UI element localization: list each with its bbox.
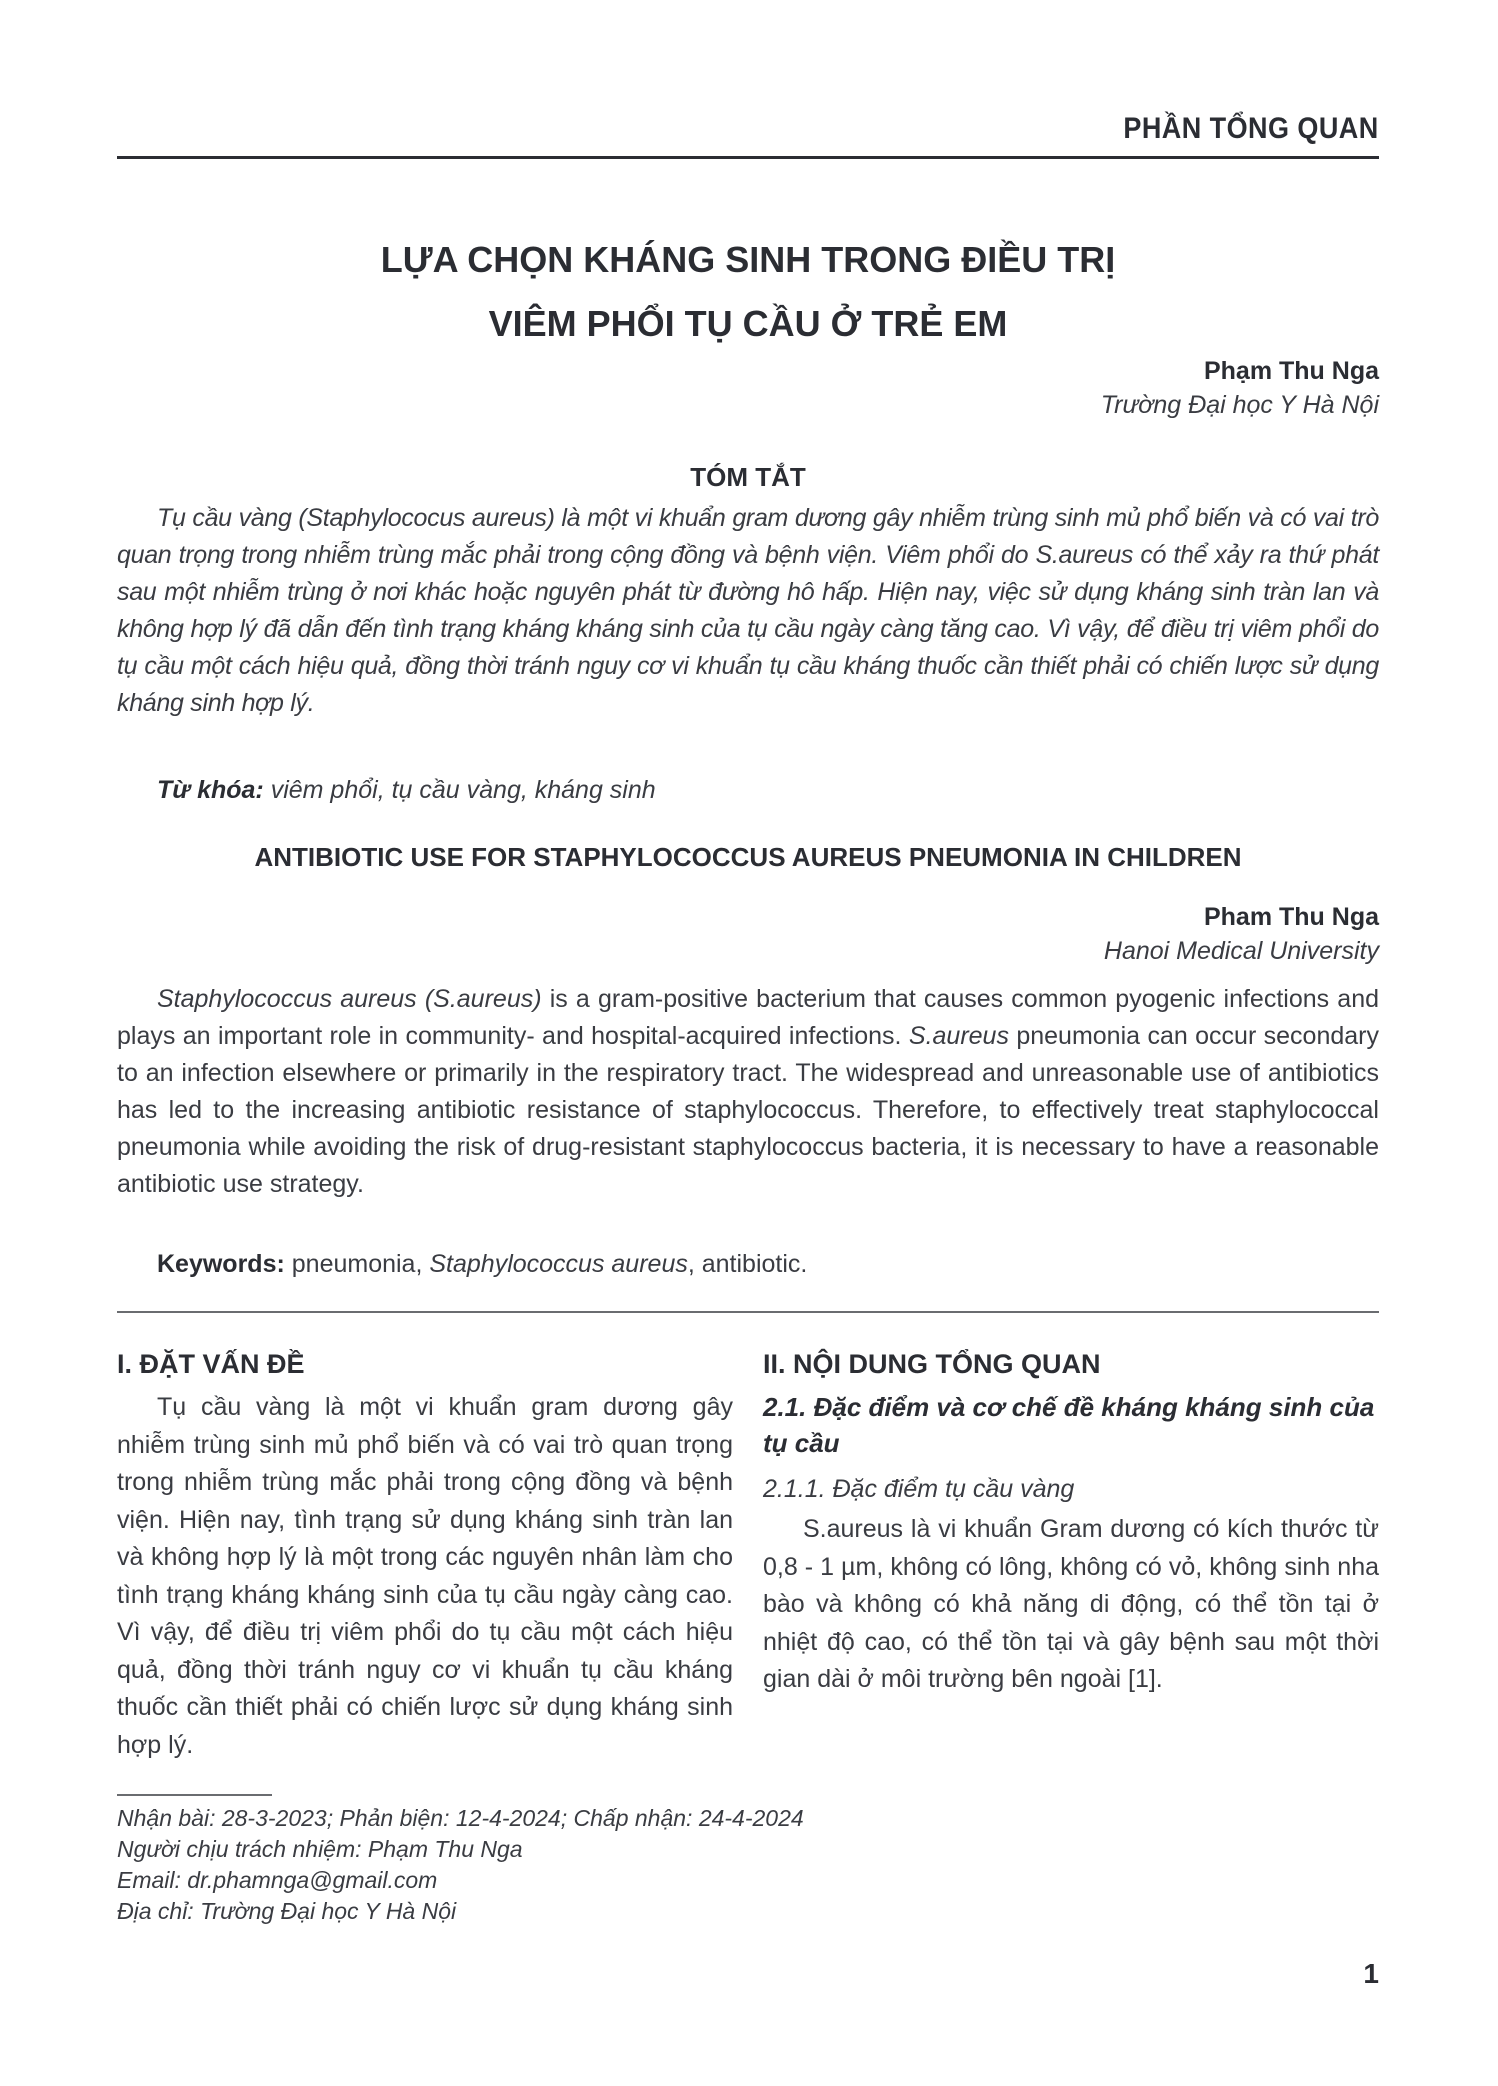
- abstract-en-text: [117, 981, 1379, 1203]
- keywords-en: [157, 1246, 807, 1283]
- abstract-vi: [117, 500, 1379, 722]
- section-2-1-1-text: S.aureus là vi khuẩn Gram dương có kích thước từ 0,8 - 1 µm, không có lông, không có vỏ, không sinh nha bào và không có khả năng di động, có thể tồn tại ở nhiệt độ cao, có thể tồn tại và gây bệnh sau một thời gian dài ở môi trường bên ngoài [1].: [763, 1515, 1379, 1693]
- abstract-heading-vi: TÓM TẮT: [690, 462, 806, 492]
- section-2-1-1-heading: 2.1.1. Đặc điểm tụ cầu vàng: [763, 1475, 1075, 1503]
- footnote-email: Email: dr.phamnga@gmail.com: [117, 1867, 438, 1893]
- section-1-text: Tụ cầu vàng là một vi khuẩn gram dương gây nhiễm trùng sinh mủ phổ biến và có vai trò quan trọng trong nhiễm trùng mắc phải trong cộng đồng và bệnh viện. Hiện nay, tình trạng sử dụng kháng sinh tràn lan và không hợp lý là một trong các nguyên nhân làm cho tình trạng kháng kháng sinh của tụ cầu ngày càng cao. Vì vậy, để điều trị viêm phổi do tụ cầu một cách hiệu quả, đồng thời tránh nguy cơ vi khuẩn tụ cầu kháng thuốc cần thiết phải có chiến lược sử dụng kháng sinh hợp lý.: [117, 1393, 733, 1759]
- running-header: PHẦN TỔNG QUAN: [1123, 112, 1379, 145]
- keywords-en-species: Staphylococcus aureus: [429, 1250, 688, 1278]
- abstract-divider: [117, 1311, 1379, 1313]
- abstract-vi-text: Tụ cầu vàng (Staphylococus aureus) là một vi khuẩn gram dương gây nhiễm trùng sinh mủ phổ biến và có vai trò quan trọng trong nhiễm trùng mắc phải trong cộng đồng và bệnh viện. Viêm phổi do S.aureus có thể xảy ra thứ phát sau một nhiễm trùng ở nơi khác hoặc nguyên phát từ đường hô hấp. Hiện nay, việc sử dụng kháng sinh tràn lan và không hợp lý đã dẫn đến tình trạng kháng kháng sinh của tụ cầu ngày càng tăng cao. Vì vậy, để điều trị viêm phổi do tụ cầu một cách hiệu quả, đồng thời tránh nguy cơ vi khuẩn tụ cầu kháng thuốc cần thiết phải có chiến lược sử dụng kháng sinh hợp lý.: [117, 504, 1379, 717]
- keywords-en-post: , antibiotic.: [687, 1250, 808, 1278]
- author-block-vi: [1101, 354, 1379, 422]
- keywords-en-label: Keywords:: [157, 1250, 285, 1278]
- author-block-en: [1104, 900, 1379, 968]
- keywords-vi-values: viêm phổi, tụ cầu vàng, kháng sinh: [263, 776, 656, 804]
- author-name-en: Pham Thu Nga: [1203, 903, 1379, 931]
- article-title-line-1: LỰA CHỌN KHÁNG SINH TRONG ĐIỀU TRỊ: [380, 239, 1116, 280]
- article-title-line-2: VIÊM PHỔI TỤ CẦU Ở TRẺ EM: [488, 303, 1008, 344]
- article-title: [117, 228, 1379, 356]
- document-page: [117, 0, 1379, 2086]
- section-2-heading: II. NỘI DUNG TỔNG QUAN: [763, 1349, 1101, 1379]
- column-left: [117, 1345, 733, 1764]
- author-affiliation-en: Hanoi Medical University: [1103, 937, 1379, 965]
- section-2-1-heading: 2.1. Đặc điểm và cơ chế đề kháng kháng sinh của tụ cầu: [763, 1392, 1375, 1458]
- abstract-en-lead: Staphylococcus aureus (S.aureus): [157, 985, 542, 1013]
- author-affiliation-vi: Trường Đại học Y Hà Nội: [1100, 391, 1379, 419]
- abstract-en-part-2: pneumonia can occur secondary to an infection elsewhere or primarily in the respiratory tract. The widespread and unreasonable use of antibiotics has led to the increasing antibiotic resistance of staphylococcus. Therefore, to effectively treat staphylococcal pneumonia while avoiding the risk of drug-resistant staphylococcus bacteria, it is necessary to have a reasonable antibiotic use strategy.: [117, 1022, 1380, 1198]
- footnote-address: Địa chỉ: Trường Đại học Y Hà Nội: [117, 1898, 457, 1924]
- keywords-vi: [157, 772, 656, 809]
- keywords-en-pre: pneumonia,: [284, 1250, 430, 1278]
- page-number: 1: [1363, 1958, 1379, 1989]
- keywords-vi-label: Từ khóa:: [157, 776, 264, 804]
- footnote-responsible: Người chịu trách nhiệm: Phạm Thu Nga: [117, 1836, 523, 1862]
- footnote-divider: [117, 1794, 272, 1796]
- header-divider: [117, 156, 1379, 159]
- english-title: ANTIBIOTIC USE FOR STAPHYLOCOCCUS AUREUS PNEUMONIA IN CHILDREN: [254, 842, 1242, 872]
- column-right: [763, 1345, 1379, 1699]
- footnote-dates: Nhận bài: 28-3-2023; Phản biện: 12-4-2024; Chấp nhận: 24-4-2024: [117, 1805, 804, 1831]
- abstract-en: [117, 981, 1379, 1203]
- section-1-heading: I. ĐẶT VẤN ĐỀ: [117, 1349, 305, 1379]
- footnote: [117, 1803, 804, 1927]
- abstract-en-species: S.aureus: [908, 1022, 1009, 1050]
- abstract-en-part-1: is a gram-positive bacterium that causes common pyogenic infections and plays an important role in community- and hospital-acquired infections.: [117, 985, 1379, 1050]
- author-name-vi: Phạm Thu Nga: [1203, 357, 1379, 385]
